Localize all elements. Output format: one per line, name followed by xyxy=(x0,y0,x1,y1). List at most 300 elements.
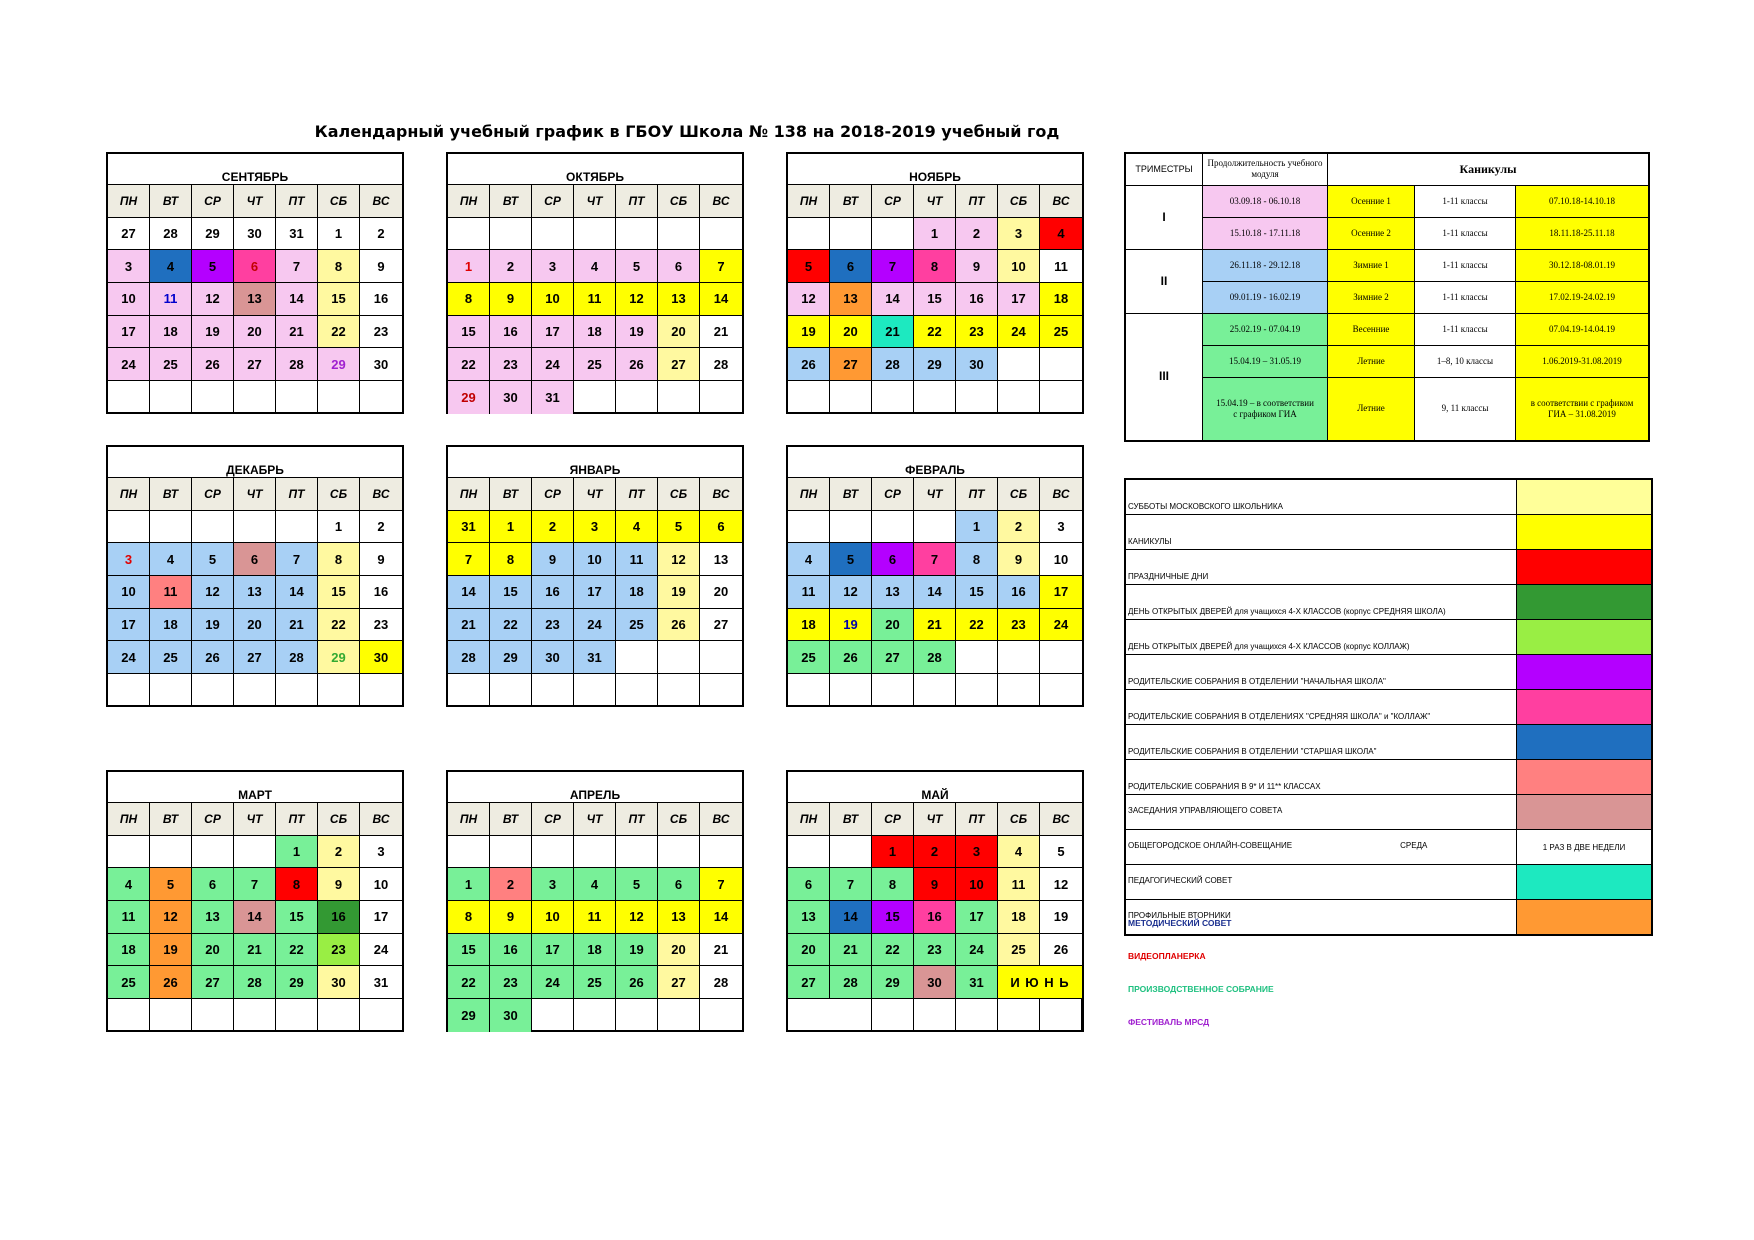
month-title: МАРТ xyxy=(108,772,402,803)
day-cell: 27 xyxy=(192,966,234,999)
day-cell: 24 xyxy=(574,609,616,642)
trimester-roman: III xyxy=(1125,313,1203,441)
day-cell: 18 xyxy=(1040,283,1082,316)
calendar-october xyxy=(446,152,744,414)
day-cell: 10 xyxy=(532,901,574,934)
day-cell: 11 xyxy=(616,543,658,576)
day-cell: 31 xyxy=(532,381,574,414)
day-cell: 31 xyxy=(276,218,318,251)
empty-day-cell xyxy=(532,218,574,251)
empty-day-cell xyxy=(192,836,234,869)
empty-day-cell xyxy=(616,218,658,251)
month-title: ЯНВАРЬ xyxy=(448,447,742,478)
day-cell: 25 xyxy=(108,966,150,999)
empty-day-cell xyxy=(788,999,830,1032)
trimester-roman: I xyxy=(1125,185,1203,249)
trimester-roman: II xyxy=(1125,249,1203,313)
day-cell: 8 xyxy=(448,901,490,934)
weekday-header: ПН xyxy=(448,478,490,511)
day-cell: 6 xyxy=(872,543,914,576)
empty-day-cell xyxy=(616,836,658,869)
weekday-header: СР xyxy=(872,185,914,218)
day-cell: 24 xyxy=(108,641,150,674)
day-cell: 6 xyxy=(700,511,742,544)
legend-swatch xyxy=(1517,550,1653,585)
period-cell: 25.02.19 - 07.04.19 xyxy=(1203,313,1328,345)
empty-day-cell xyxy=(192,999,234,1032)
day-cell: 15 xyxy=(490,576,532,609)
day-cell: 31 xyxy=(360,966,402,999)
day-cell: 16 xyxy=(490,934,532,967)
empty-day-cell xyxy=(490,674,532,707)
legend-swatch xyxy=(1517,690,1653,725)
day-cell: 3 xyxy=(108,543,150,576)
day-cell: 23 xyxy=(318,934,360,967)
day-cell: 6 xyxy=(830,250,872,283)
day-cell: 28 xyxy=(830,966,872,999)
day-cell: 1 xyxy=(448,868,490,901)
weekday-header: ВС xyxy=(700,803,742,836)
weekday-header: ПТ xyxy=(616,478,658,511)
day-cell: 29 xyxy=(448,381,490,414)
empty-day-cell xyxy=(998,999,1040,1032)
weekday-header: ВС xyxy=(1040,478,1082,511)
day-cell: 11 xyxy=(998,868,1040,901)
day-cell: 7 xyxy=(448,543,490,576)
header-duration: Продолжительность учебного модуля xyxy=(1203,153,1328,185)
empty-day-cell xyxy=(658,218,700,251)
day-cell: 2 xyxy=(318,836,360,869)
holiday-dates: 18.11.18-25.11.18 xyxy=(1516,217,1650,249)
month-grid xyxy=(448,185,742,414)
weekday-header: СР xyxy=(532,478,574,511)
calendar-december xyxy=(106,445,404,707)
day-cell: 6 xyxy=(234,250,276,283)
extra-label: ФЕСТИВАЛЬ МРСД xyxy=(1128,1017,1210,1027)
weekday-header: ВС xyxy=(700,478,742,511)
day-cell: 27 xyxy=(658,348,700,381)
empty-day-cell xyxy=(448,674,490,707)
empty-day-cell xyxy=(574,836,616,869)
month-grid xyxy=(108,803,402,1032)
day-cell: 27 xyxy=(830,348,872,381)
empty-day-cell xyxy=(1040,999,1082,1032)
day-cell: 18 xyxy=(574,934,616,967)
day-cell: 12 xyxy=(616,283,658,316)
calendar-may xyxy=(786,770,1084,1032)
empty-day-cell xyxy=(872,511,914,544)
day-cell: 8 xyxy=(318,543,360,576)
day-cell: 3 xyxy=(956,836,998,869)
day-cell: 13 xyxy=(234,576,276,609)
day-cell: 8 xyxy=(914,250,956,283)
weekday-header: ПН xyxy=(788,185,830,218)
day-cell: 5 xyxy=(788,250,830,283)
day-cell: 9 xyxy=(318,868,360,901)
day-cell: 7 xyxy=(276,543,318,576)
weekday-header: ЧТ xyxy=(234,803,276,836)
day-cell: 27 xyxy=(234,348,276,381)
empty-day-cell xyxy=(998,674,1040,707)
day-cell: 20 xyxy=(788,934,830,967)
day-cell: 5 xyxy=(192,250,234,283)
day-cell: 24 xyxy=(956,934,998,967)
holiday-classes: 1–8, 10 классы xyxy=(1415,345,1516,377)
holiday-dates: в соответствии с графиком ГИА – 31.08.2019 xyxy=(1516,377,1650,441)
day-cell: 26 xyxy=(192,348,234,381)
day-cell: 28 xyxy=(700,966,742,999)
empty-day-cell xyxy=(830,836,872,869)
day-cell: 13 xyxy=(872,576,914,609)
holiday-dates: 07.04.19-14.04.19 xyxy=(1516,313,1650,345)
legend-label: ДЕНЬ ОТКРЫТЫХ ДВЕРЕЙ для учащихся 4-Х КЛАССОВ (корпус КОЛЛАЖ) xyxy=(1125,620,1517,655)
header-holidays: Каникулы xyxy=(1328,153,1650,185)
weekday-header: ВТ xyxy=(150,478,192,511)
day-cell: 5 xyxy=(150,868,192,901)
weekday-header: ПН xyxy=(788,478,830,511)
day-cell: 13 xyxy=(788,901,830,934)
day-cell: 23 xyxy=(360,609,402,642)
empty-day-cell xyxy=(490,836,532,869)
day-cell: 14 xyxy=(700,283,742,316)
weekday-header: ПТ xyxy=(616,803,658,836)
empty-day-cell xyxy=(872,381,914,414)
day-cell: 30 xyxy=(914,966,956,999)
weekday-header: СР xyxy=(872,478,914,511)
empty-day-cell xyxy=(700,381,742,414)
month-grid xyxy=(448,478,742,707)
holiday-name: Зимние 1 xyxy=(1328,249,1415,281)
weekday-header: ВС xyxy=(1040,185,1082,218)
weekday-header: СБ xyxy=(658,803,700,836)
legend-label: ДЕНЬ ОТКРЫТЫХ ДВЕРЕЙ для учащихся 4-Х КЛАССОВ (корпус СРЕДНЯЯ ШКОЛА) xyxy=(1125,585,1517,620)
day-cell: 14 xyxy=(276,283,318,316)
day-cell: 2 xyxy=(360,511,402,544)
trimester-table xyxy=(1124,152,1650,442)
weekday-header: ЧТ xyxy=(234,185,276,218)
weekday-header: ЧТ xyxy=(574,185,616,218)
day-cell: 9 xyxy=(998,543,1040,576)
day-cell: 23 xyxy=(998,609,1040,642)
weekday-header: ПН xyxy=(108,478,150,511)
empty-day-cell xyxy=(1040,381,1082,414)
legend-label: РОДИТЕЛЬСКИЕ СОБРАНИЯ В ОТДЕЛЕНИЯХ "СРЕДНЯЯ ШКОЛА" и "КОЛЛАЖ" xyxy=(1125,690,1517,725)
empty-day-cell xyxy=(234,381,276,414)
day-cell: 27 xyxy=(658,966,700,999)
legend-label: РОДИТЕЛЬСКИЕ СОБРАНИЯ В 9* И 11** КЛАССАХ xyxy=(1125,760,1517,795)
weekday-header: ПН xyxy=(108,803,150,836)
day-cell: 28 xyxy=(448,641,490,674)
weekday-header: ПТ xyxy=(956,478,998,511)
day-cell: 26 xyxy=(658,609,700,642)
calendar-september xyxy=(106,152,404,414)
empty-day-cell xyxy=(788,381,830,414)
day-cell: 23 xyxy=(914,934,956,967)
holiday-classes: 1-11 классы xyxy=(1415,249,1516,281)
day-cell: 10 xyxy=(360,868,402,901)
day-cell: 22 xyxy=(872,934,914,967)
day-cell: 21 xyxy=(830,934,872,967)
empty-day-cell xyxy=(448,836,490,869)
day-cell: 19 xyxy=(830,609,872,642)
calendar-february xyxy=(786,445,1084,707)
day-cell: 1 xyxy=(956,511,998,544)
holiday-name: Осенние 1 xyxy=(1328,185,1415,217)
day-cell: 12 xyxy=(192,576,234,609)
day-cell: 7 xyxy=(872,250,914,283)
holiday-name: Весенние xyxy=(1328,313,1415,345)
weekday-header: ЧТ xyxy=(914,478,956,511)
day-cell: 21 xyxy=(448,609,490,642)
empty-day-cell xyxy=(872,999,914,1032)
day-cell: 26 xyxy=(192,641,234,674)
holiday-name: Зимние 2 xyxy=(1328,281,1415,313)
holiday-dates: 07.10.18-14.10.18 xyxy=(1516,185,1650,217)
day-cell: 19 xyxy=(616,316,658,349)
empty-day-cell xyxy=(658,836,700,869)
legend-label: ПРОФИЛЬНЫЕ ВТОРНИКИ xyxy=(1125,900,1517,936)
day-cell: 3 xyxy=(1040,511,1082,544)
empty-day-cell xyxy=(658,381,700,414)
calendar-november xyxy=(786,152,1084,414)
day-cell: 19 xyxy=(150,934,192,967)
day-cell: 18 xyxy=(108,934,150,967)
empty-day-cell xyxy=(616,641,658,674)
day-cell: 3 xyxy=(998,218,1040,251)
empty-day-cell xyxy=(914,999,956,1032)
day-cell: 30 xyxy=(234,218,276,251)
extra-label: ВИДЕОПЛАНЕРКА xyxy=(1128,951,1206,961)
day-cell: 25 xyxy=(574,348,616,381)
day-cell: 17 xyxy=(360,901,402,934)
weekday-header: ВТ xyxy=(490,185,532,218)
weekday-header: ПТ xyxy=(276,185,318,218)
month-title: СЕНТЯБРЬ xyxy=(108,154,402,185)
period-cell: 09.01.19 - 16.02.19 xyxy=(1203,281,1328,313)
day-cell: 2 xyxy=(956,218,998,251)
weekday-header: СР xyxy=(872,803,914,836)
day-cell: 4 xyxy=(998,836,1040,869)
day-cell: 20 xyxy=(658,316,700,349)
empty-day-cell xyxy=(318,381,360,414)
weekday-header: ЧТ xyxy=(574,803,616,836)
day-cell: 6 xyxy=(788,868,830,901)
page-title: Календарный учебный график в ГБОУ Школа № 138 на 2018-2019 учебный год xyxy=(314,122,1060,141)
day-cell: 9 xyxy=(914,868,956,901)
holiday-classes: 9, 11 классы xyxy=(1415,377,1516,441)
day-cell: 26 xyxy=(150,966,192,999)
day-cell: 30 xyxy=(318,966,360,999)
day-cell: 18 xyxy=(150,609,192,642)
empty-day-cell xyxy=(788,836,830,869)
day-cell: 29 xyxy=(318,348,360,381)
day-cell: 27 xyxy=(788,966,830,999)
day-cell: 29 xyxy=(448,999,490,1032)
day-cell: 7 xyxy=(914,543,956,576)
day-cell: 3 xyxy=(360,836,402,869)
day-cell: 12 xyxy=(150,901,192,934)
empty-day-cell xyxy=(914,381,956,414)
day-cell: 4 xyxy=(788,543,830,576)
day-cell: 16 xyxy=(360,576,402,609)
day-cell: 30 xyxy=(490,381,532,414)
calendar-april xyxy=(446,770,744,1032)
day-cell: И Ю Н Ь xyxy=(998,966,1082,999)
day-cell: 21 xyxy=(700,316,742,349)
weekday-header: ПТ xyxy=(956,185,998,218)
legend-swatch xyxy=(1517,725,1653,760)
day-cell: 3 xyxy=(532,868,574,901)
day-cell: 11 xyxy=(108,901,150,934)
empty-day-cell xyxy=(276,674,318,707)
legend-label: ПРАЗДНИЧНЫЕ ДНИ xyxy=(1125,550,1517,585)
day-cell: 12 xyxy=(616,901,658,934)
day-cell: 25 xyxy=(574,966,616,999)
day-cell: 7 xyxy=(700,250,742,283)
day-cell: 13 xyxy=(830,283,872,316)
weekday-header: ВС xyxy=(360,185,402,218)
empty-day-cell xyxy=(318,674,360,707)
day-cell: 6 xyxy=(234,543,276,576)
month-title: МАЙ xyxy=(788,772,1082,803)
day-cell: 10 xyxy=(998,250,1040,283)
day-cell: 20 xyxy=(700,576,742,609)
weekday-header: СБ xyxy=(318,803,360,836)
day-cell: 13 xyxy=(658,901,700,934)
weekday-header: ВС xyxy=(1040,803,1082,836)
empty-day-cell xyxy=(830,218,872,251)
empty-day-cell xyxy=(700,674,742,707)
day-cell: 6 xyxy=(658,868,700,901)
day-cell: 16 xyxy=(318,901,360,934)
weekday-header: ПН xyxy=(448,185,490,218)
day-cell: 23 xyxy=(490,348,532,381)
day-cell: 4 xyxy=(1040,218,1082,251)
day-cell: 13 xyxy=(658,283,700,316)
day-cell: 28 xyxy=(150,218,192,251)
day-cell: 30 xyxy=(956,348,998,381)
period-cell: 15.04.19 – 31.05.19 xyxy=(1203,345,1328,377)
empty-day-cell xyxy=(616,674,658,707)
weekday-header: ПТ xyxy=(276,478,318,511)
day-cell: 2 xyxy=(360,218,402,251)
day-cell: 18 xyxy=(788,609,830,642)
day-cell: 17 xyxy=(108,609,150,642)
month-title: АПРЕЛЬ xyxy=(448,772,742,803)
day-cell: 9 xyxy=(490,901,532,934)
month-title: НОЯБРЬ xyxy=(788,154,1082,185)
day-cell: 20 xyxy=(234,316,276,349)
day-cell: 1 xyxy=(276,836,318,869)
day-cell: 31 xyxy=(956,966,998,999)
legend-swatch xyxy=(1517,515,1653,550)
period-cell: 15.04.19 – в соответствии с графиком ГИА xyxy=(1203,377,1328,441)
day-cell: 30 xyxy=(490,999,532,1032)
day-cell: 19 xyxy=(658,576,700,609)
day-cell: 22 xyxy=(448,966,490,999)
empty-day-cell xyxy=(1040,348,1082,381)
empty-day-cell xyxy=(700,641,742,674)
empty-day-cell xyxy=(234,511,276,544)
day-cell: 5 xyxy=(616,250,658,283)
day-cell: 18 xyxy=(574,316,616,349)
day-cell: 7 xyxy=(234,868,276,901)
day-cell: 23 xyxy=(490,966,532,999)
day-cell: 20 xyxy=(658,934,700,967)
empty-day-cell xyxy=(658,641,700,674)
empty-day-cell xyxy=(108,999,150,1032)
day-cell: 8 xyxy=(276,868,318,901)
day-cell: 21 xyxy=(700,934,742,967)
month-grid xyxy=(108,478,402,707)
day-cell: 10 xyxy=(574,543,616,576)
empty-day-cell xyxy=(532,999,574,1032)
weekday-header: СБ xyxy=(318,478,360,511)
day-cell: 4 xyxy=(150,250,192,283)
empty-day-cell xyxy=(700,218,742,251)
period-cell: 26.11.18 - 29.12.18 xyxy=(1203,249,1328,281)
day-cell: 23 xyxy=(956,316,998,349)
day-cell: 8 xyxy=(956,543,998,576)
day-cell: 15 xyxy=(318,283,360,316)
day-cell: 22 xyxy=(490,609,532,642)
day-cell: 24 xyxy=(1040,609,1082,642)
day-cell: 10 xyxy=(1040,543,1082,576)
weekday-header: ВТ xyxy=(150,803,192,836)
day-cell: 20 xyxy=(234,609,276,642)
day-cell: 4 xyxy=(108,868,150,901)
empty-day-cell xyxy=(150,674,192,707)
empty-day-cell xyxy=(234,836,276,869)
day-cell: 25 xyxy=(150,348,192,381)
day-cell: 10 xyxy=(108,283,150,316)
day-cell: 2 xyxy=(490,250,532,283)
weekday-header: ПТ xyxy=(276,803,318,836)
empty-day-cell xyxy=(956,381,998,414)
day-cell: 10 xyxy=(532,283,574,316)
day-cell: 8 xyxy=(318,250,360,283)
day-cell: 19 xyxy=(1040,901,1082,934)
day-cell: 30 xyxy=(360,348,402,381)
day-cell: 17 xyxy=(998,283,1040,316)
empty-day-cell xyxy=(788,674,830,707)
empty-day-cell xyxy=(700,836,742,869)
weekday-header: ПН xyxy=(788,803,830,836)
weekday-header: ПН xyxy=(448,803,490,836)
month-grid xyxy=(108,185,402,414)
day-cell: 12 xyxy=(830,576,872,609)
legend-swatch xyxy=(1517,585,1653,620)
empty-day-cell xyxy=(234,999,276,1032)
day-cell: 22 xyxy=(914,316,956,349)
day-cell: 4 xyxy=(150,543,192,576)
day-cell: 2 xyxy=(532,511,574,544)
day-cell: 28 xyxy=(234,966,276,999)
day-cell: 3 xyxy=(532,250,574,283)
empty-day-cell xyxy=(192,674,234,707)
day-cell: 25 xyxy=(788,641,830,674)
day-cell: 16 xyxy=(914,901,956,934)
day-cell: 26 xyxy=(788,348,830,381)
empty-day-cell xyxy=(998,641,1040,674)
day-cell: 15 xyxy=(318,576,360,609)
empty-day-cell xyxy=(574,674,616,707)
weekday-header: СБ xyxy=(998,478,1040,511)
empty-day-cell xyxy=(872,218,914,251)
weekday-header: ВТ xyxy=(830,803,872,836)
day-cell: 22 xyxy=(318,609,360,642)
day-cell: 16 xyxy=(998,576,1040,609)
